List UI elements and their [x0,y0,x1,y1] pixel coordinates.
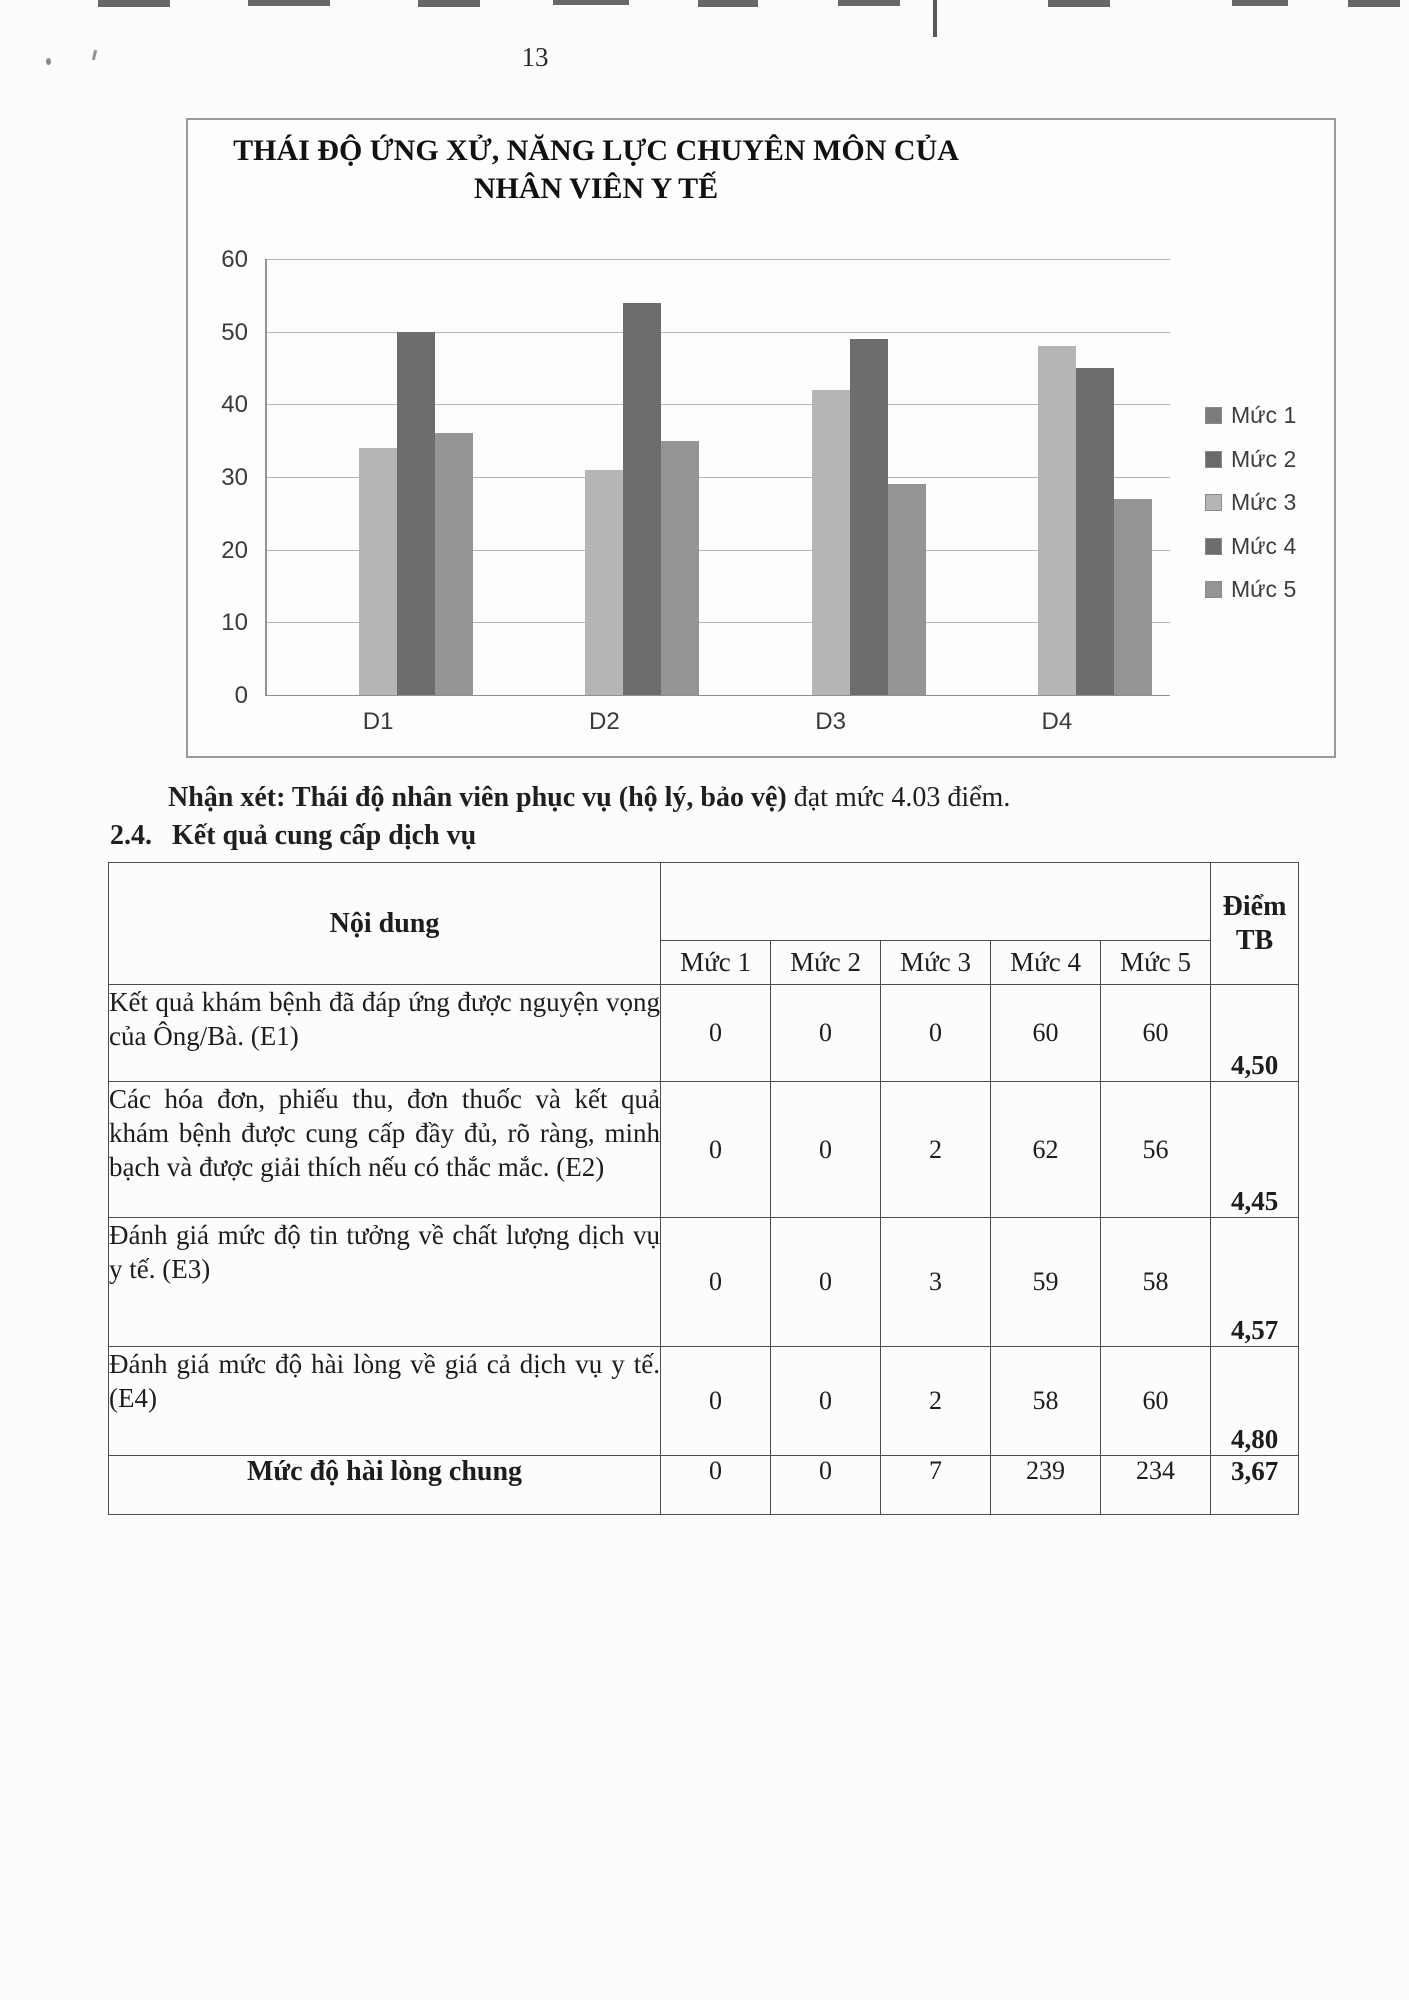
x-category-label-d2: D2 [589,708,620,735]
legend-item-mức4 [1205,533,1296,560]
chart-title-line1: THÁI ĐỘ ỨNG XỬ, NĂNG LỰC CHUYÊN MÔN CỦA [233,134,959,167]
legend-label: Mức 1 [1231,402,1297,428]
legend-item-mức3 [1205,489,1296,516]
value-cell-muc4: 60 [991,985,1101,1082]
page-number: 13 [521,42,549,72]
scan-artifact [418,0,480,7]
value-cell-muc5: 60 [1101,985,1211,1082]
y-axis [265,259,267,695]
col-header-level-5: Mức 5 [1101,941,1211,985]
value-cell-muc3: 7 [881,1456,991,1515]
row-label-cell: Đánh giá mức độ tin tưởng về chất lượng dịch vụ y tế. (E3) [109,1218,661,1347]
legend-label: Mức 3 [1231,489,1297,515]
value-cell-muc3: 0 [881,985,991,1082]
scan-artifact [1232,0,1288,6]
row-label-cell: Mức độ hài lòng chung [109,1456,661,1515]
score-cell: 3,67 [1211,1456,1299,1515]
score-cell: 4,80 [1211,1347,1299,1456]
legend-item-mức2 [1205,446,1296,473]
value-cell-muc1: 0 [661,1218,771,1347]
col-header-score: Điểm TB [1211,863,1299,985]
score-cell: 4,57 [1211,1218,1299,1347]
bar-d1-mức4 [397,332,435,695]
value-cell-muc3: 2 [881,1082,991,1218]
scan-artifact [698,0,758,7]
value-cell-muc4: 62 [991,1082,1101,1218]
bar-d3-mức4 [850,339,888,695]
score-cell: 4,50 [1211,985,1299,1082]
value-cell-muc5: 234 [1101,1456,1211,1515]
bar-d4-mức3 [1038,346,1076,695]
value-cell-muc2: 0 [771,1347,881,1456]
section-title: Kết quả cung cấp dịch vụ [172,820,477,851]
remark-regular: đạt mức 4.03 điểm. [786,782,1011,813]
value-cell-muc4: 59 [991,1218,1101,1347]
gridline-60 [265,259,1170,260]
x-axis [265,695,1170,696]
scan-artifact [46,58,51,65]
table-row [109,1456,1299,1515]
bar-d3-mức3 [812,390,850,695]
bar-d1-mức5 [435,433,473,695]
bar-d4-mức5 [1114,499,1152,695]
y-tick-label-50: 50 [221,318,248,346]
value-cell-muc4: 58 [991,1347,1101,1456]
chart-title [216,132,976,208]
scan-artifact [92,50,97,60]
y-tick-label-0: 0 [234,682,248,709]
table-row [109,1082,1299,1218]
value-cell-muc1: 0 [661,985,771,1082]
value-cell-muc2: 0 [771,985,881,1082]
bar-d4-mức4 [1076,368,1114,695]
row-label-cell: Các hóa đơn, phiếu thu, đơn thuốc và kết quả khám bệnh được cung cấp đầy đủ, rõ ràng, minh bạch và được giải thích nếu có thắc mắc. (E2) [109,1082,661,1218]
legend-swatch-3-icon [1205,494,1222,511]
value-cell-muc3: 2 [881,1347,991,1456]
legend-label: Mức 2 [1231,445,1297,472]
scan-artifact [553,0,629,5]
value-cell-muc5: 60 [1101,1347,1211,1456]
bar-d1-mức3 [359,448,397,695]
y-tick-label-60: 60 [221,246,248,273]
value-cell-muc1: 0 [661,1082,771,1218]
value-cell-muc2: 0 [771,1218,881,1347]
remark-bold: Nhận xét: Thái độ nhân viên phục vụ (hộ lý, bảo vệ) [168,782,787,813]
value-cell-muc1: 0 [661,1456,771,1515]
bar-d2-mức3 [585,470,623,695]
legend-item-mức1 [1205,402,1296,429]
col-header-level-4: Mức 4 [991,941,1101,985]
col-header-level-2: Mức 2 [771,941,881,985]
table-row [109,1347,1299,1456]
row-label-cell: Đánh giá mức độ hài lòng về giá cả dịch vụ y tế. (E4) [109,1347,661,1456]
table-row [109,985,1299,1082]
scan-artifact [1048,0,1110,7]
scan-artifact [1348,0,1400,7]
value-cell-muc2: 0 [771,1456,881,1515]
legend-swatch-2-icon [1205,451,1222,468]
x-category-label-d3: D3 [815,708,846,735]
value-cell-muc2: 0 [771,1082,881,1218]
chart-title-line2: NHÂN VIÊN Y TẾ [473,172,719,205]
value-cell-muc5: 58 [1101,1218,1211,1347]
value-cell-muc3: 3 [881,1218,991,1347]
section-number: 2.4. [110,820,152,851]
scan-artifact [933,0,937,37]
table-row [109,1218,1299,1347]
bar-d3-mức5 [888,484,926,695]
row-label-cell: Kết quả khám bệnh đã đáp ứng được nguyện vọng của Ông/Bà. (E1) [109,985,661,1082]
score-cell: 4,45 [1211,1082,1299,1218]
legend-item-mức5 [1205,576,1296,603]
legend-label: Mức 5 [1231,576,1297,602]
value-cell-muc1: 0 [661,1347,771,1456]
legend-swatch-1-icon [1205,407,1222,424]
col-header-level-1: Mức 1 [661,941,771,985]
legend-swatch-4-icon [1205,538,1222,555]
bar-d2-mức4 [623,303,661,695]
col-header-content: Nội dung [109,863,661,985]
section-heading [110,820,1010,852]
bar-d2-mức5 [661,441,699,695]
value-cell-muc4: 239 [991,1456,1101,1515]
y-tick-label-10: 10 [221,609,248,637]
y-tick-label-20: 20 [221,536,248,564]
x-category-label-d1: D1 [362,708,394,735]
y-tick-label-40: 40 [221,391,248,419]
legend-label: Mức 4 [1231,532,1297,559]
x-category-label-d4: D4 [1041,708,1073,735]
scan-artifact [98,0,170,7]
scan-artifact [248,0,330,6]
col-header-levels-band [661,863,1211,941]
value-cell-muc5: 56 [1101,1082,1211,1218]
remark-line [168,782,1128,814]
col-header-level-3: Mức 3 [881,941,991,985]
scan-artifact [838,0,900,6]
legend-swatch-5-icon [1205,581,1222,598]
service-results-table [108,862,1299,1515]
y-tick-label-30: 30 [221,464,248,491]
